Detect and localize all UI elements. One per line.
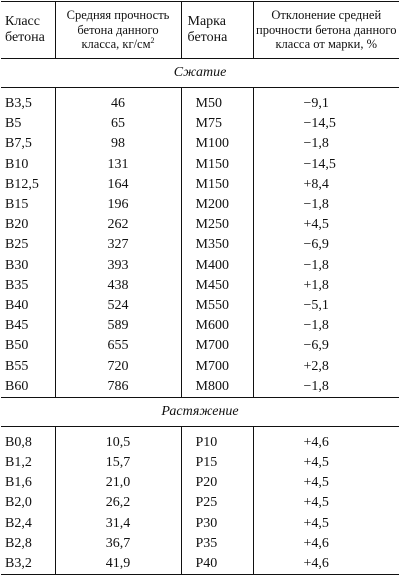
- table-row: [1, 336, 399, 356]
- cell-average-strength: 438: [55, 276, 181, 296]
- cell-concrete-grade: M700: [181, 356, 253, 376]
- header-average-strength: Средняя прочность бетона данного класса, $кг/см^2$: [55, 2, 181, 59]
- cell-concrete-grade: P15: [181, 453, 253, 473]
- table-row: [1, 195, 399, 215]
- section-title-tension: Растяжение: [1, 397, 399, 426]
- cell-concrete-grade: P40: [181, 554, 253, 575]
- cell-strength-deviation: +4,6: [253, 534, 399, 554]
- compression-section: [1, 59, 399, 398]
- cell-concrete-grade: M150: [181, 175, 253, 195]
- cell-concrete-class: B25: [5, 237, 29, 253]
- cell-concrete-grade: P30: [181, 514, 253, 534]
- cell-concrete-class: B7,5: [5, 136, 32, 152]
- cell-concrete-grade: M400: [181, 256, 253, 276]
- cell-strength-deviation: −1,8: [253, 256, 399, 276]
- table-row: [1, 155, 399, 175]
- table-row: [1, 473, 399, 493]
- cell-strength-deviation: −14,5: [253, 155, 399, 175]
- cell-concrete-grade: M550: [181, 296, 253, 316]
- cell-strength-deviation: −1,8: [253, 316, 399, 336]
- cell-concrete-class: B60: [5, 378, 29, 394]
- cell-strength-deviation: +1,8: [253, 276, 399, 296]
- unit-exponent: 2: [150, 36, 155, 46]
- cell-concrete-grade: P20: [181, 473, 253, 493]
- cell-concrete-class: B50: [5, 338, 29, 354]
- cell-strength-deviation: −1,8: [253, 134, 399, 154]
- cell-average-strength: 655: [55, 336, 181, 356]
- cell-average-strength: 196: [55, 195, 181, 215]
- cell-average-strength: 262: [55, 215, 181, 235]
- cell-strength-deviation: +8,4: [253, 175, 399, 195]
- cell-concrete-class: B12,5: [5, 176, 39, 192]
- cell-concrete-class: B35: [5, 277, 29, 293]
- cell-strength-deviation: +4,5: [253, 453, 399, 473]
- cell-concrete-class: B3,2: [1, 554, 55, 575]
- cell-concrete-class: B30: [5, 257, 29, 273]
- header-concrete-class: Класс бетона: [1, 2, 55, 59]
- table-row: [1, 296, 399, 316]
- cell-concrete-class: B1,2: [5, 455, 32, 471]
- cell-strength-deviation: −6,9: [253, 336, 399, 356]
- cell-concrete-class: B1,6: [5, 475, 32, 491]
- cell-strength-deviation: +4,6: [253, 433, 399, 453]
- table-header: [1, 2, 399, 59]
- cell-strength-deviation: −1,8: [253, 377, 399, 398]
- cell-strength-deviation: +2,8: [253, 356, 399, 376]
- cell-concrete-class: B2,8: [5, 535, 32, 551]
- cell-concrete-class: B10: [5, 156, 29, 172]
- table-row: [1, 276, 399, 296]
- cell-strength-deviation: −6,9: [253, 235, 399, 255]
- section-title-compression: Сжатие: [1, 59, 399, 88]
- cell-concrete-grade: M100: [181, 134, 253, 154]
- cell-concrete-grade: M800: [181, 377, 253, 398]
- cell-strength-deviation: +4,5: [253, 473, 399, 493]
- cell-concrete-grade: M600: [181, 316, 253, 336]
- cell-concrete-class: B45: [5, 318, 29, 334]
- cell-concrete-grade: P35: [181, 534, 253, 554]
- cell-average-strength: 131: [55, 155, 181, 175]
- cell-average-strength: 786: [55, 377, 181, 398]
- cell-concrete-grade: M50: [181, 94, 253, 114]
- cell-average-strength: 98: [55, 134, 181, 154]
- table-row: [1, 493, 399, 513]
- cell-average-strength: 524: [55, 296, 181, 316]
- table-row: [1, 114, 399, 134]
- cell-strength-deviation: +4,5: [253, 215, 399, 235]
- tension-section: [1, 397, 399, 574]
- cell-strength-deviation: −5,1: [253, 296, 399, 316]
- cell-concrete-class: B0,8: [5, 434, 32, 450]
- cell-strength-deviation: +4,5: [253, 514, 399, 534]
- cell-concrete-grade: M450: [181, 276, 253, 296]
- cell-concrete-class: B2,0: [5, 495, 32, 511]
- cell-strength-deviation: −9,1: [253, 94, 399, 114]
- cell-average-strength: 31,4: [55, 514, 181, 534]
- cell-concrete-grade: M200: [181, 195, 253, 215]
- table-row: [1, 316, 399, 336]
- cell-strength-deviation: −14,5: [253, 114, 399, 134]
- table-row: [1, 377, 399, 398]
- cell-strength-deviation: +4,6: [253, 554, 399, 575]
- cell-concrete-grade: P10: [181, 433, 253, 453]
- cell-concrete-grade: P25: [181, 493, 253, 513]
- table-row: [1, 534, 399, 554]
- header-concrete-grade: Марка бетона: [181, 2, 253, 59]
- table-row: [1, 256, 399, 276]
- cell-concrete-class: B40: [5, 297, 29, 313]
- cell-concrete-grade: M75: [181, 114, 253, 134]
- cell-concrete-class: B3,5: [5, 96, 32, 112]
- cell-average-strength: 720: [55, 356, 181, 376]
- table-row: [1, 356, 399, 376]
- table-row: [1, 215, 399, 235]
- cell-concrete-class: B5: [5, 116, 22, 132]
- cell-strength-deviation: −1,8: [253, 195, 399, 215]
- cell-concrete-class: B2,4: [5, 515, 32, 531]
- table-row: [1, 134, 399, 154]
- cell-average-strength: 36,7: [55, 534, 181, 554]
- cell-average-strength: 15,7: [55, 453, 181, 473]
- table-row: [1, 514, 399, 534]
- cell-concrete-grade: M150: [181, 155, 253, 175]
- cell-concrete-class: B55: [5, 358, 29, 374]
- cell-average-strength: 164: [55, 175, 181, 195]
- cell-concrete-class: B15: [5, 197, 29, 213]
- cell-average-strength: 21,0: [55, 473, 181, 493]
- cell-concrete-class: B20: [5, 217, 29, 233]
- cell-average-strength: 65: [55, 114, 181, 134]
- cell-concrete-grade: M350: [181, 235, 253, 255]
- cell-average-strength: 41,9: [55, 554, 181, 575]
- cell-concrete-grade: M250: [181, 215, 253, 235]
- cell-average-strength: 393: [55, 256, 181, 276]
- table-row: [1, 433, 399, 453]
- table-row: [1, 235, 399, 255]
- table-row: [1, 94, 399, 114]
- cell-average-strength: 26,2: [55, 493, 181, 513]
- cell-average-strength: 327: [55, 235, 181, 255]
- cell-average-strength: 589: [55, 316, 181, 336]
- cell-average-strength: 10,5: [55, 433, 181, 453]
- table-row: [1, 554, 399, 575]
- header-strength-deviation: Отклонение средней прочности бетона данного класса от марки, %: [253, 2, 399, 59]
- concrete-class-grade-table: [1, 1, 399, 575]
- table-row: [1, 453, 399, 473]
- cell-average-strength: 46: [55, 94, 181, 114]
- cell-concrete-grade: M700: [181, 336, 253, 356]
- table-row: [1, 175, 399, 195]
- cell-strength-deviation: +4,5: [253, 493, 399, 513]
